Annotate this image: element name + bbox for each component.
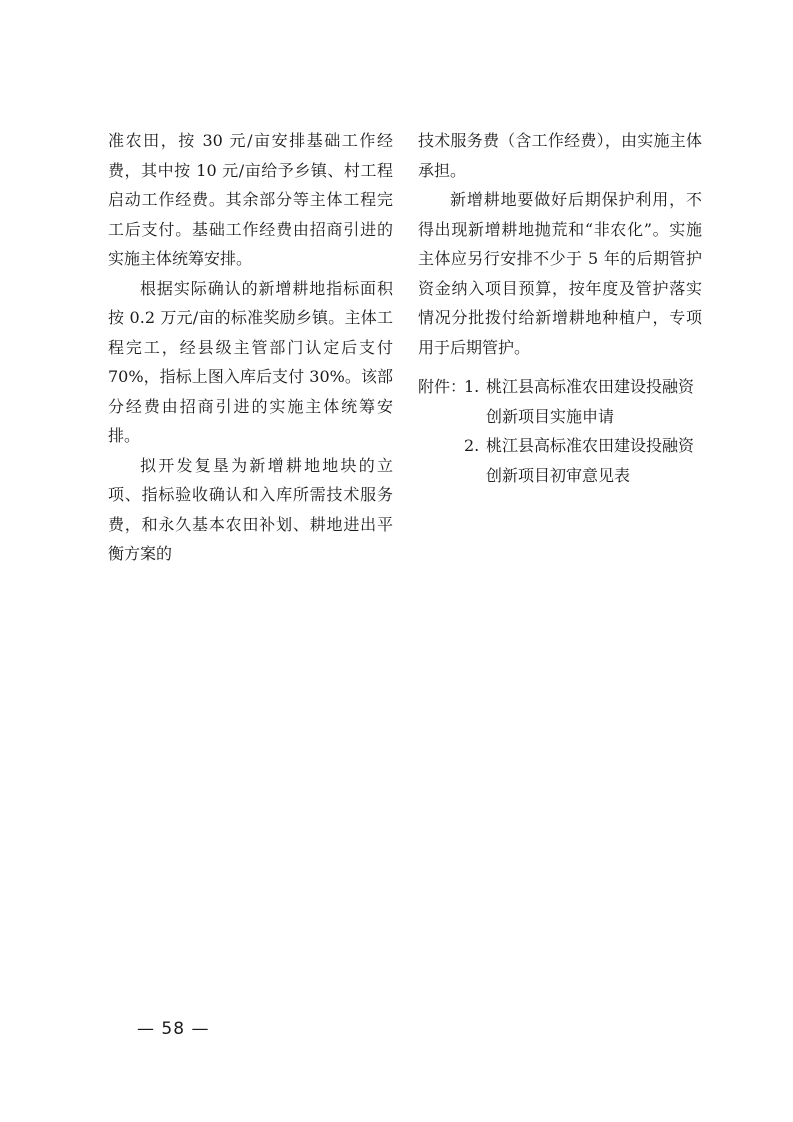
body-paragraph-2: 根据实际确认的新增耕地指标面积按 0.2 万元/亩的标准奖励乡镇。主体工程完工，经县级主管部门认定后支付 70%，指标上图入库后支付 30%。该部分经费由招商引进的实施主体统筹安排。 [108,278,393,445]
body-paragraph-3: 拟开发复垦为新增耕地地块的立项、指标验收确认和入库所需技术服务费，和永久基本农田补划、耕地进出平衡方案的 [108,455,393,563]
attachments-label: 附件： [418,377,467,396]
attachment-item-1 [418,372,702,431]
attachment-number: 2. [464,436,480,455]
body-paragraph-1: 准农田，按 30 元/亩安排基础工作经费，其中按 10 元/亩给予乡镇、村工程启动工作经费。其余部分等主体工程完工后支付。基础工作经费由招商引进的实施主体统筹安排。 [108,131,393,268]
attachment-number: 1. [464,377,480,396]
attachment-title: 桃江县高标准农田建设投融资创新项目实施申请 [486,377,695,426]
body-paragraph-5: 新增耕地要做好后期保护利用，不得出现新增耕地抛荒和“非农化”。实施主体应另行安排不少于 5 年的后期管护资金纳入项目预算，按年度及管护落实情况分批拨付给新增耕地种植户，专项用于后期管护。 [418,190,702,357]
attachment-item-2 [418,431,702,490]
body-paragraph-4: 技术服务费（含工作经费），由实施主体承担。 [418,131,702,180]
left-column [108,126,393,569]
page-number: — 58 — [137,1019,210,1039]
attachments-list [418,372,702,490]
attachment-title: 桃江县高标准农田建设投融资创新项目初审意见表 [486,436,695,485]
right-column [418,126,702,490]
